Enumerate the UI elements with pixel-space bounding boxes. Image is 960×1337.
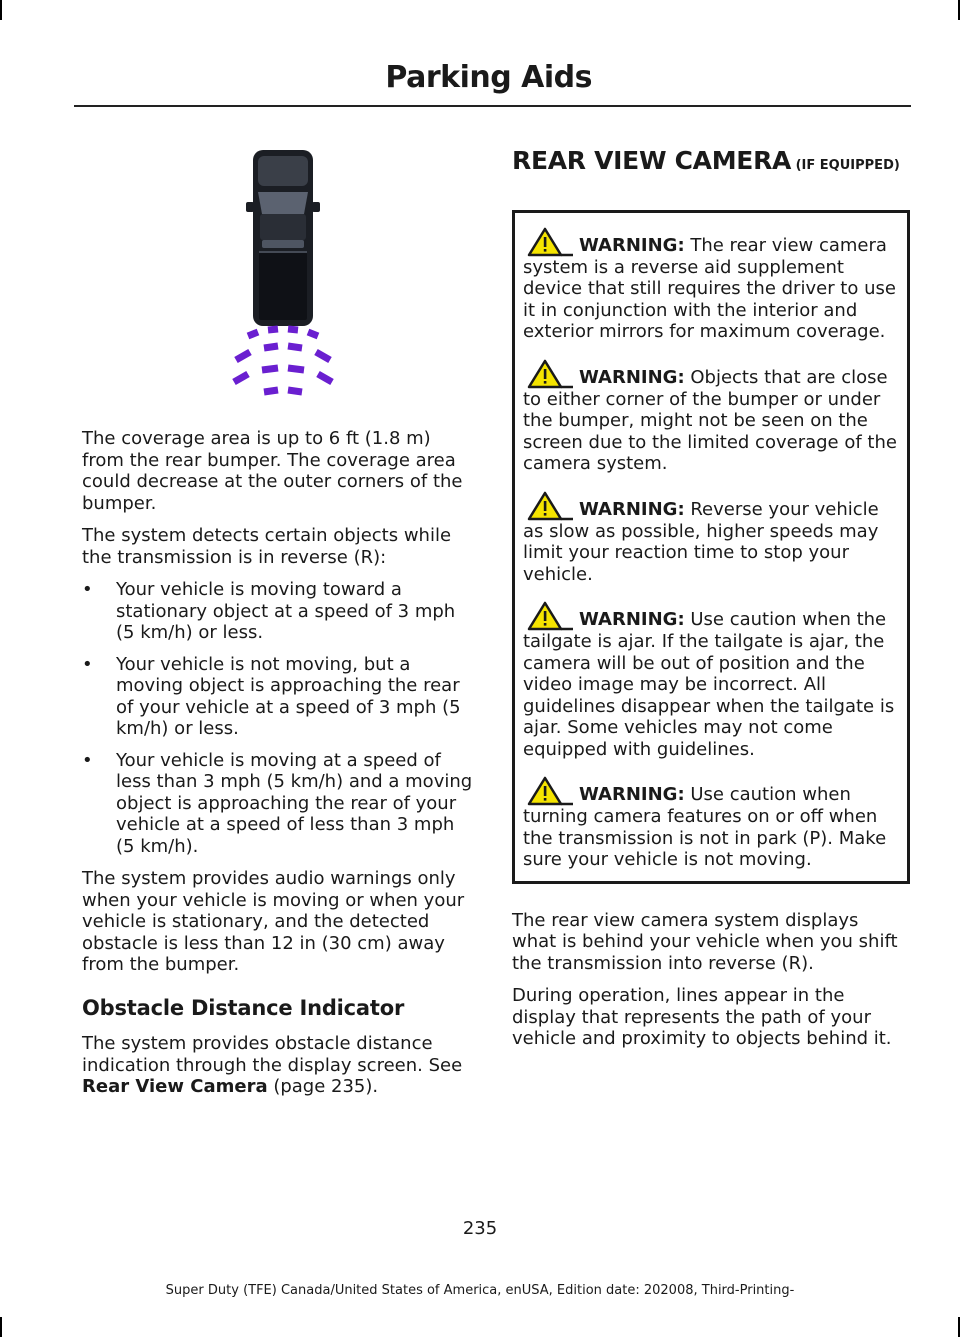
page-title: Parking Aids [385, 60, 592, 95]
warning-label: WARNING: [579, 234, 685, 256]
warning-text: Use caution when the tailgate is ajar. If the tailgate is ajar, the camera will be out of position and the video image may be incorrect. All guidelines disappear when the tailgate is ajar. Some vehicles may not come equipped with guidelines. [523, 609, 895, 760]
section-title-suffix: (IF EQUIPPED) [791, 158, 900, 173]
warning-item [523, 491, 901, 586]
warning-text: Objects that are close to either corner of the bumper or under the bumper, might not be seen on the screen due to the limited coverage of the camera system. [523, 366, 897, 474]
sensor-arc-1-left [248, 332, 258, 336]
sensor-arc-1-right [308, 332, 318, 336]
coverage-paragraph: The coverage area is up to 6 ft (1.8 m) from the rear bumper. The coverage area could decrease at the outer corners of the bumper. [82, 428, 463, 514]
warning-label: WARNING: [579, 784, 685, 805]
sensor-arc-2-center-right [288, 346, 302, 348]
sensor-arc-4-center-left [264, 390, 278, 392]
rear-view-camera-link[interactable]: Rear View Camera [82, 1076, 268, 1097]
obstacle-distance-paragraph [82, 1033, 474, 1098]
obstacle-distance-heading: Obstacle Distance Indicator [82, 995, 405, 1020]
warning-text: Use caution when turning camera features on or off when the transmission is not in park (P). Make sure your vehicle is not moving. [523, 784, 887, 870]
list-item: • Your vehicle is moving toward a stationary object at a speed of 3 mph (5 km/h) or less. [82, 579, 474, 644]
warning-item [523, 227, 901, 343]
warning-triangle-icon [523, 491, 575, 521]
warning-label: WARNING: [579, 366, 685, 388]
sensor-arc-1-center-left [268, 329, 278, 330]
detection-conditions-list [82, 579, 474, 857]
sensor-arc-4-center-right [288, 390, 302, 392]
warning-label: WARNING: [579, 498, 685, 520]
page-reference: (page 235). [267, 1076, 379, 1097]
warnings-box [512, 210, 910, 884]
footer-edition-text: Super Duty (TFE) Canada/United States of America, enUSA, Edition date: 202008, Third-Printing- [165, 1283, 795, 1298]
list-item: • Your vehicle is moving at a speed of less than 3 mph (5 km/h) and a moving object is approaching the rear of your vehicle at a speed of less than 3 mph (5 km/h). [82, 750, 474, 858]
sensor-arc-3-center-right [288, 368, 304, 370]
section-title [512, 146, 908, 177]
crop-mark-bottom-left [0, 1317, 2, 1337]
warning-text: The rear view camera system is a reverse aid supplement device that still requires the driver to use it in conjunction with the interior and exterior mirrors for maximum coverage. [523, 234, 896, 342]
page-number: 235 [462, 1218, 498, 1239]
warning-item [523, 601, 901, 760]
sensor-arc-3-left [234, 374, 248, 382]
sensor-arc-2-center-left [264, 346, 278, 348]
section-title-text: REAR VIEW CAMERA [512, 146, 792, 175]
sensor-arc-1-center-right [288, 329, 298, 330]
warning-item [523, 359, 901, 475]
crop-mark-top-left [0, 0, 2, 20]
sensor-arc-2-left [236, 352, 250, 360]
sensor-arc-3-center-left [262, 368, 278, 370]
camera-display-paragraph: The rear view camera system displays what is behind your vehicle when you shift the transmission into reverse (R). [512, 909, 898, 974]
sensor-arc-3-right [318, 374, 332, 382]
warning-triangle-icon [523, 359, 575, 389]
camera-lines-paragraph: During operation, lines appear in the display that represents the path of your vehicle and proximity to objects behind it. [512, 985, 892, 1049]
warning-label: WARNING: [579, 609, 685, 630]
sensor-arc-2-right [316, 352, 330, 360]
left-column [82, 428, 474, 1109]
warning-text: Reverse your vehicle as slow as possible, higher speeds may limit your reaction time to stop your vehicle. [523, 498, 879, 585]
audio-warning-paragraph: The system provides audio warnings only when your vehicle is moving or when your vehicle is stationary, and the detected obstacle is less than 12 in (30 cm) away from the bumper. [82, 868, 465, 975]
warning-item [523, 776, 901, 871]
warning-triangle-icon [523, 776, 575, 806]
header-divider [74, 105, 911, 107]
obstacle-distance-text: The system provides obstacle distance indication through the display screen. See [82, 1033, 463, 1076]
right-column [512, 146, 908, 1061]
list-item: • Your vehicle is not moving, but a moving object is approaching the rear of your vehicle at a speed of 3 mph (5 km/h) or less. [82, 654, 474, 740]
detection-intro-paragraph: The system detects certain objects while the transmission is in reverse (R): [82, 525, 452, 568]
warning-triangle-icon [523, 601, 575, 631]
warning-triangle-icon [523, 227, 575, 257]
vehicle-sensor-illustration [228, 148, 338, 420]
